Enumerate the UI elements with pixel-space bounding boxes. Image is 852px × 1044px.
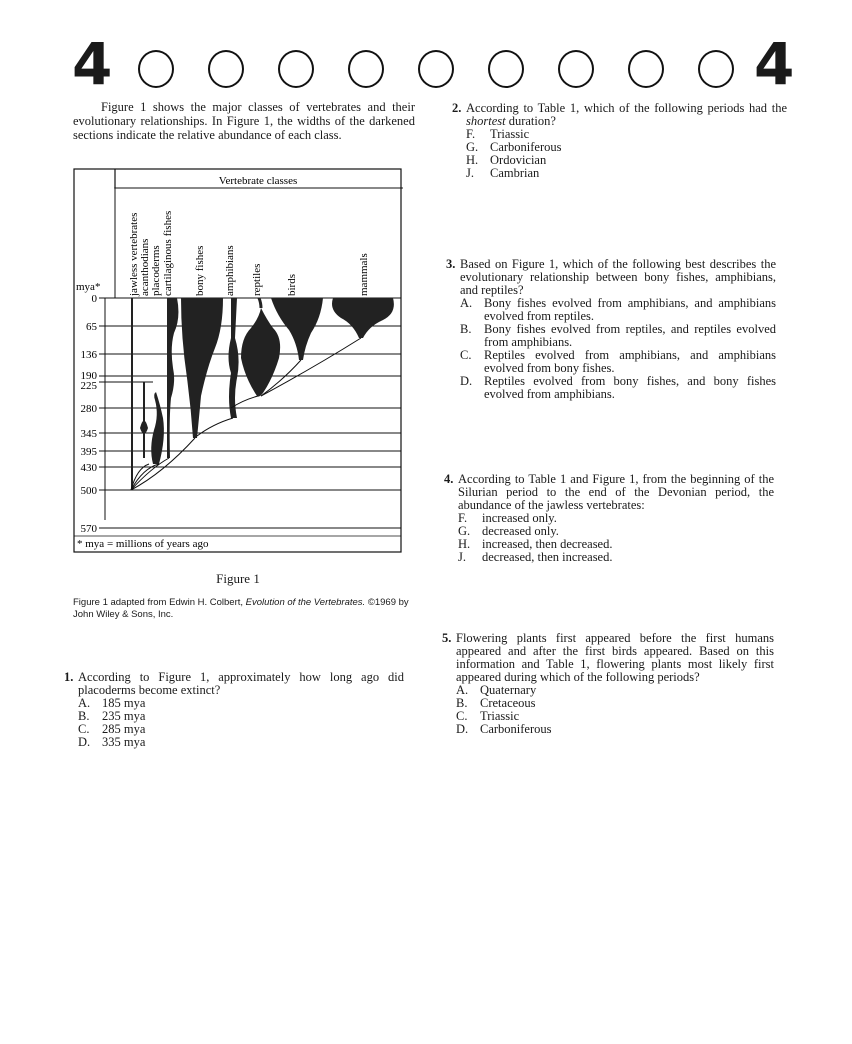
- header-circle: [558, 50, 594, 88]
- question-4: [444, 473, 774, 564]
- question-number: 5.: [442, 631, 452, 645]
- figure-footnote: * mya = millions of years ago: [77, 538, 209, 550]
- section-number-right: 4: [754, 30, 795, 98]
- figure-caption: Figure 1: [216, 571, 260, 586]
- lineage-jawless: [131, 298, 133, 488]
- credit-title: Evolution of the Vertebrates.: [245, 597, 366, 608]
- header-circle: [348, 50, 384, 88]
- answer-option[interactable]: G. decreased only.: [458, 524, 559, 538]
- answer-option[interactable]: B. 235 mya: [78, 709, 146, 723]
- credit-suffix: ©1969 by John Wiley & Sons, Inc.: [73, 597, 409, 620]
- class-label: acanthodians: [139, 238, 151, 296]
- class-label: reptiles: [251, 263, 263, 296]
- tick-label: 500: [80, 485, 97, 497]
- axis-label-mya: mya*: [76, 281, 101, 293]
- answer-option[interactable]: C. Reptiles evolved from amphibians, and amphibians evolved from bony fishes.: [460, 348, 776, 375]
- page-header: [72, 30, 795, 98]
- question-5: [442, 632, 774, 736]
- question-text: According to Table 1, which of the following periods had the shortest duration?: [466, 101, 787, 128]
- tick-label: 136: [80, 349, 97, 361]
- question-number: 3.: [446, 257, 456, 271]
- answer-option[interactable]: D. Reptiles evolved from bony fishes, and bony fishes evolved from amphibians.: [460, 374, 776, 401]
- lineage-mammals: [332, 298, 394, 338]
- answer-option[interactable]: F. Triassic: [466, 127, 530, 141]
- figure-1-graphic: [73, 168, 403, 554]
- answer-option[interactable]: G. Carboniferous: [466, 140, 562, 154]
- class-label: birds: [286, 274, 298, 296]
- class-label: jawless vertebrates: [128, 212, 140, 296]
- answer-option[interactable]: A. Bony fishes evolved from amphibians, and amphibians evolved from reptiles.: [460, 296, 776, 323]
- answer-option[interactable]: C. 285 mya: [78, 722, 146, 736]
- header-circle: [628, 50, 664, 88]
- lineage-bony-fishes: [181, 298, 223, 438]
- intro-paragraph: [73, 100, 415, 142]
- class-label: amphibians: [224, 245, 236, 296]
- lineage-cartilaginous: [167, 298, 178, 458]
- lineage-amphibians: [229, 298, 239, 418]
- question-2: [452, 102, 787, 180]
- question-number: 2.: [452, 101, 462, 115]
- question-text: According to Figure 1, approximately how long ago did placoderms become extinct?: [78, 670, 404, 697]
- answer-option[interactable]: H. Ordovician: [466, 153, 547, 167]
- class-label: placoderms: [150, 245, 162, 296]
- answer-option[interactable]: D. Carboniferous: [456, 722, 552, 736]
- header-circle: [278, 50, 314, 88]
- answer-option[interactable]: A. Quaternary: [456, 683, 537, 697]
- header-circle: [488, 50, 524, 88]
- header-circle: [138, 50, 174, 88]
- question-1: [64, 671, 404, 749]
- figure-1: [73, 168, 403, 554]
- answer-option[interactable]: H. increased, then decreased.: [458, 537, 613, 551]
- credit-prefix: Figure 1 adapted from Edwin H. Colbert,: [73, 597, 244, 608]
- tick-label: 570: [80, 523, 97, 535]
- answer-option[interactable]: C. Triassic: [456, 709, 520, 723]
- tick-label: 0: [91, 293, 97, 305]
- answer-option[interactable]: J. decreased, then increased.: [458, 550, 613, 564]
- answer-option[interactable]: B. Bony fishes evolved from reptiles, and reptiles evolved from amphibians.: [460, 322, 776, 349]
- tick-label: 225: [80, 380, 97, 392]
- intro-text: Figure 1 shows the major classes of vertebrates and their evolutionary relationships. In Figure 1, the widths of the darkened sections indicate the relative abundance of each class.: [73, 100, 415, 142]
- answer-option[interactable]: A. 185 mya: [78, 696, 146, 710]
- lineage-acanthodians: [140, 421, 148, 435]
- question-3: [446, 258, 776, 401]
- section-number-left: 4: [72, 30, 113, 98]
- answer-option[interactable]: D. 335 mya: [78, 735, 146, 749]
- tick-label: 345: [80, 428, 97, 440]
- tick-label: 395: [80, 446, 97, 458]
- lineage-reptiles: [241, 308, 280, 397]
- tick-label: 65: [86, 321, 97, 333]
- answer-option[interactable]: J. Cambrian: [466, 166, 540, 180]
- answer-option[interactable]: B. Cretaceous: [456, 696, 536, 710]
- emphasis-text: shortest: [466, 114, 506, 128]
- tick-label: 430: [80, 462, 97, 474]
- question-text: According to Table 1 and Figure 1, from the beginning of the Silurian period to the end of the Devonian period, the abundance of the jawless vertebrates:: [458, 472, 774, 512]
- class-label: mammals: [358, 253, 370, 296]
- figure-title: Vertebrate classes: [218, 175, 298, 187]
- lineage-placoderms: [151, 392, 164, 464]
- figure-credit: [73, 597, 413, 621]
- header-circle: [418, 50, 454, 88]
- class-label: cartilaginous fishes: [162, 210, 174, 296]
- tick-label: 190: [80, 370, 97, 382]
- tick-label: 280: [80, 403, 97, 415]
- question-text: Flowering plants first appeared before the first humans appeared and after the first birds appeared. Based on this information and Table 1, flowering plants most likely first appeared during which of the following periods?: [456, 631, 774, 684]
- question-text: Based on Figure 1, which of the following best describes the evolutionary relationship between bony fishes, amphibians, and reptiles?: [460, 257, 776, 297]
- question-number: 4.: [444, 472, 454, 486]
- header-circle: [208, 50, 244, 88]
- header-circle: [698, 50, 734, 88]
- class-label: bony fishes: [194, 245, 206, 296]
- answer-option[interactable]: F. increased only.: [458, 511, 557, 525]
- question-number: 1.: [64, 670, 74, 684]
